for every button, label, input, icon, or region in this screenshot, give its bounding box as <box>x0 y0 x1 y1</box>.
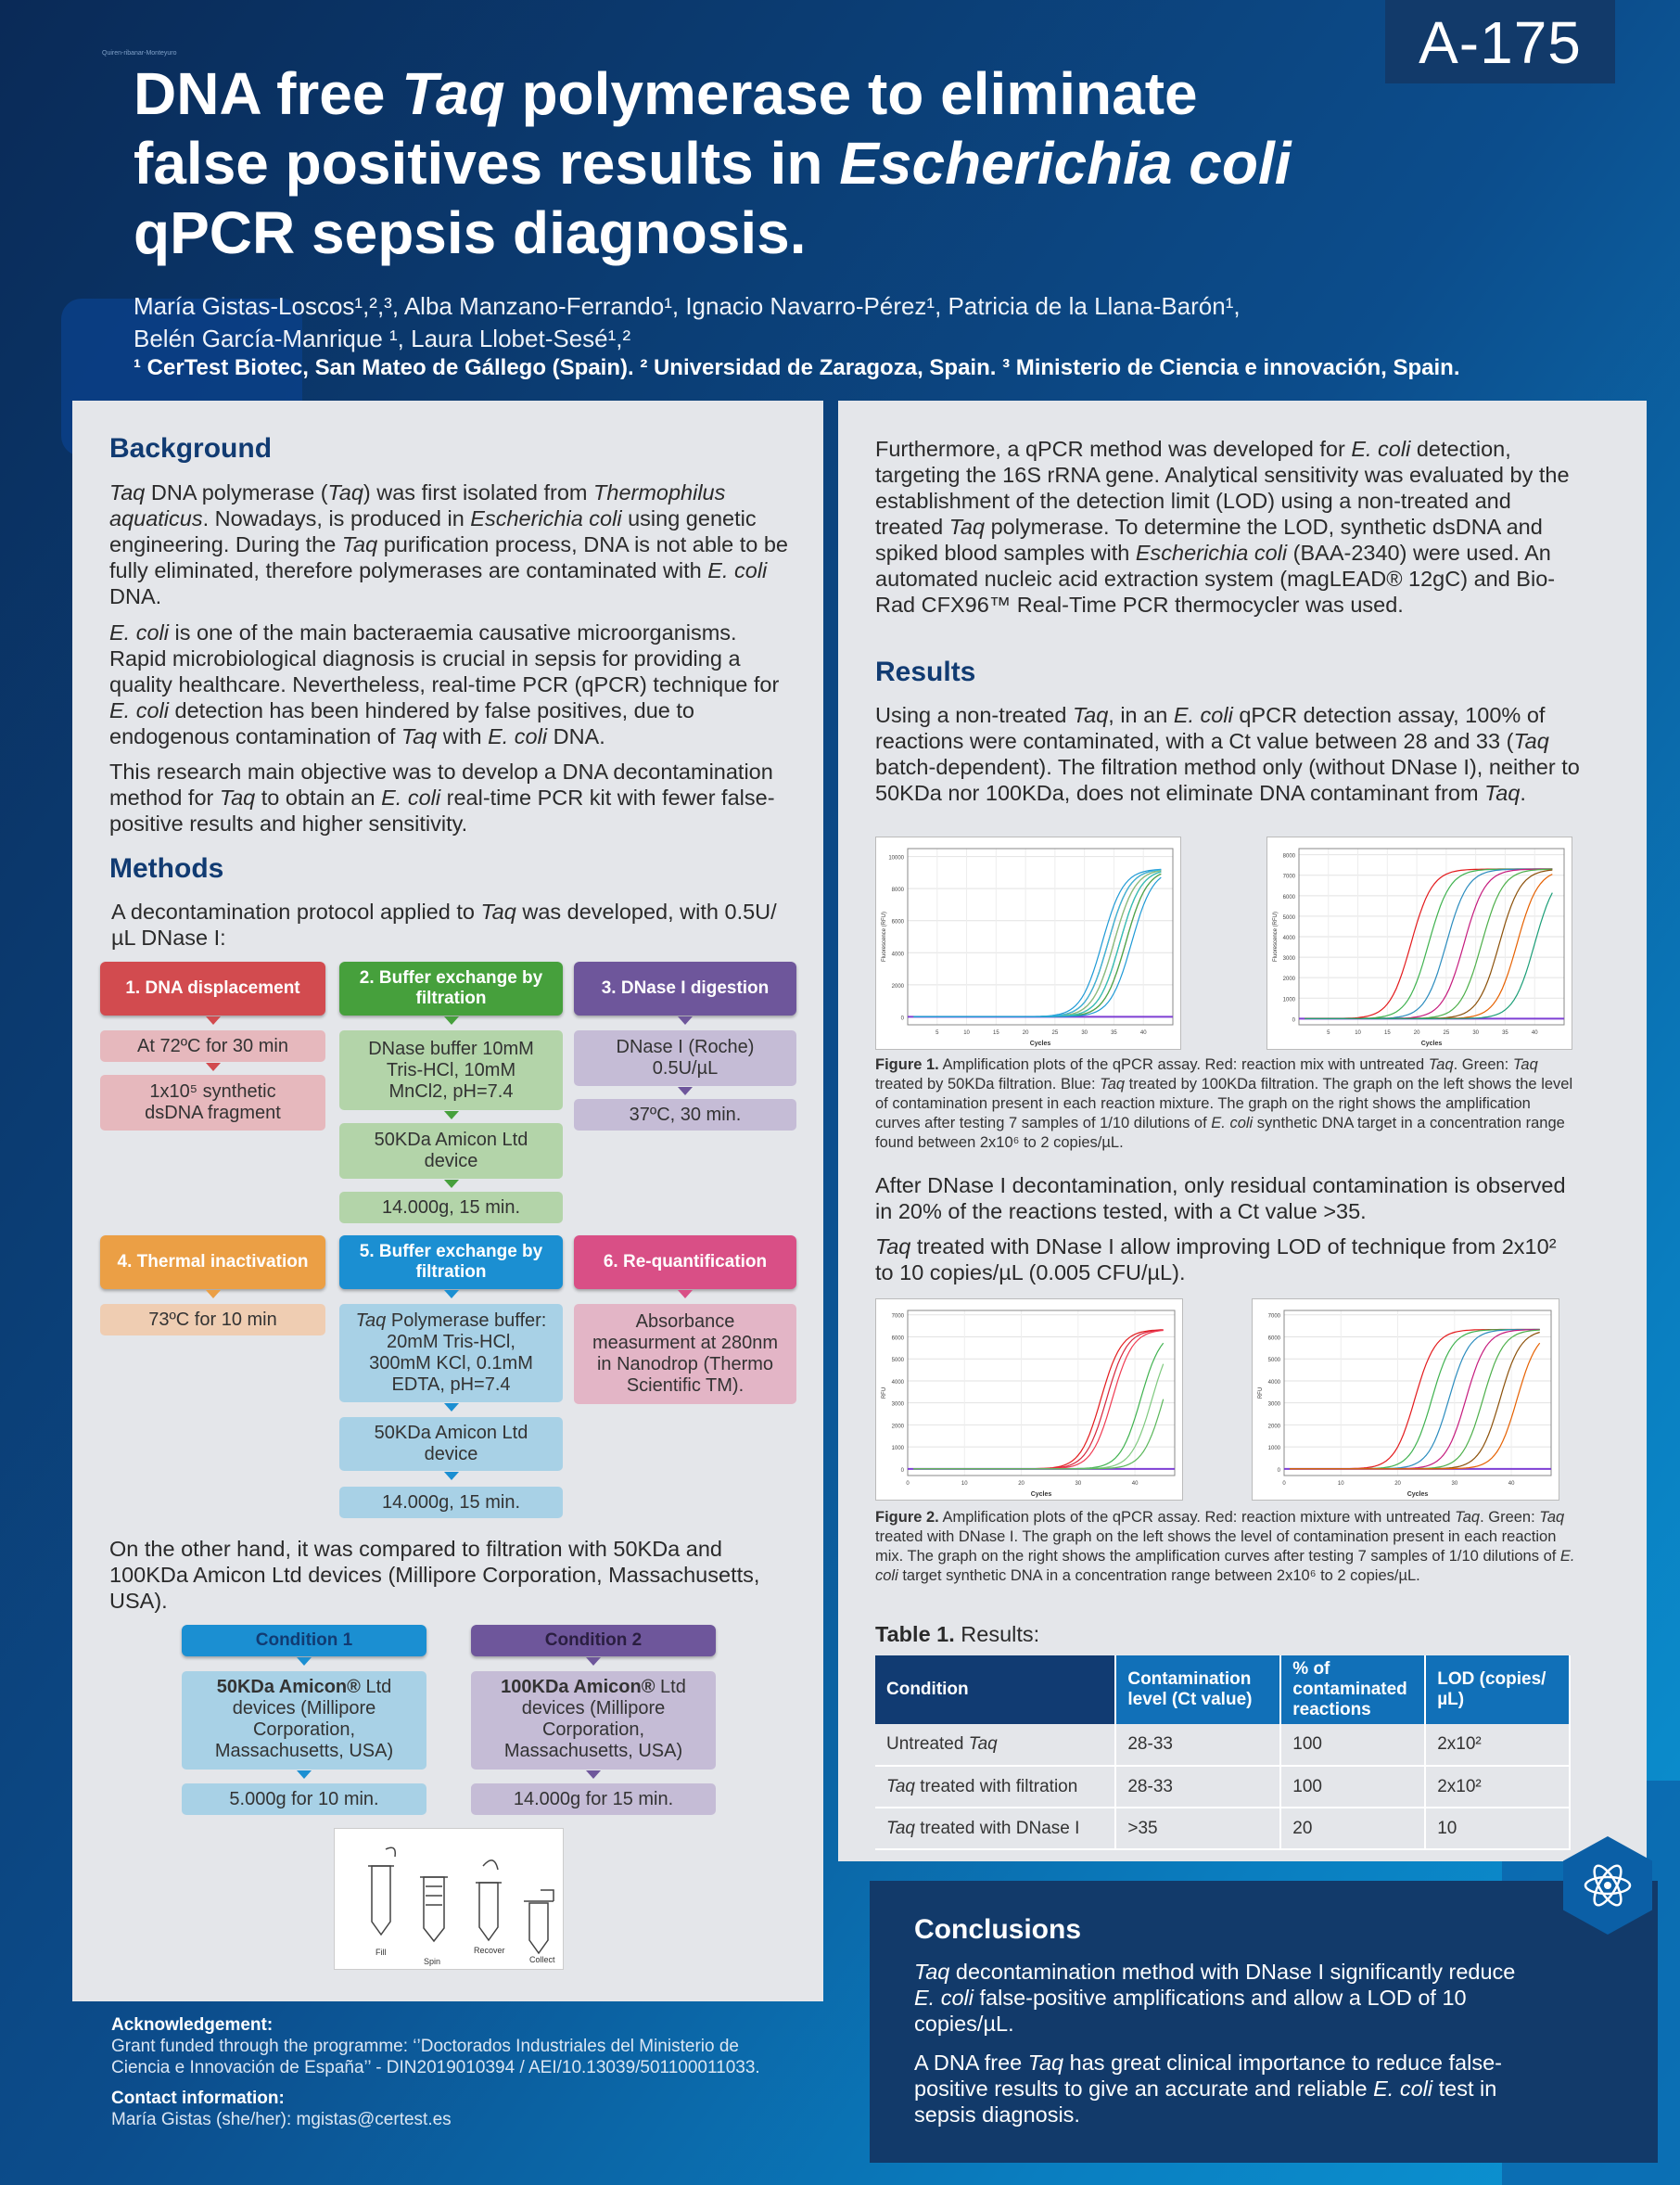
table-cell: >35 <box>1115 1808 1280 1849</box>
table-cell: 28-33 <box>1115 1724 1280 1766</box>
table-header: Contamination level (Ct value) <box>1115 1655 1280 1724</box>
step-4-temp: 73ºC for 10 min <box>100 1304 325 1335</box>
table-cell: 100 <box>1280 1766 1425 1808</box>
poster-title: DNA free Taq polymerase to eliminate false positives results in Escherichia coli qPCR sepsis diagnosis. <box>134 60 1292 266</box>
y-axis-label: RFU <box>1258 1386 1264 1399</box>
amplification-curve <box>913 872 1161 1016</box>
step-3-enzyme: DNase I (Roche) 0.5U/µL <box>574 1030 796 1086</box>
table-header: LOD (copies/µL) <box>1425 1655 1570 1724</box>
table-row <box>875 1724 1570 1766</box>
x-tick-label: 15 <box>1383 1030 1391 1036</box>
y-tick-label: 4000 <box>891 1379 904 1386</box>
y-axis-label: Fluorescence (RFU) <box>882 911 887 963</box>
background-paragraph-2: E. coli is one of the main bacteraemia causative microorganisms. Rapid microbiological diagnosis is crucial in sepsis for providing a quality healthcare. Nevertheless, real-time PCR (qPCR) technique for E. coli detection has been hindered by false positives, due to endogenous contamination of Taq with E. coli DNA. <box>109 620 780 748</box>
y-tick-label: 2000 <box>1267 1424 1280 1430</box>
arrow <box>678 1016 693 1025</box>
y-tick-label: 5000 <box>1282 914 1295 921</box>
arrow <box>678 1087 693 1095</box>
step-1-temp: At 72ºC for 30 min <box>100 1030 325 1062</box>
y-tick-label: 5000 <box>1267 1358 1280 1364</box>
y-tick-label: 1000 <box>891 1446 904 1452</box>
fig-label-recover: Recover <box>474 1946 505 1955</box>
table-cell: 100 <box>1280 1724 1425 1766</box>
amplification-curve <box>913 870 1161 1017</box>
figure-1-left-chart <box>875 837 1181 1050</box>
methods-intro: A decontamination protocol applied to Taq was developed, with 0.5U/µL DNase I: <box>111 900 777 950</box>
table-cell: 2x10² <box>1425 1724 1570 1766</box>
y-tick-label: 3000 <box>891 1401 904 1408</box>
arrow <box>586 1770 601 1779</box>
amplification-curve <box>1290 1330 1540 1469</box>
y-tick-label: 0 <box>900 1016 904 1022</box>
conclusions-paragraph-1: Taq decontamination method with DNase I significantly reduce E. coli false-positive amplifications and allow a LOD of 10 copies/µL. <box>914 1960 1516 2036</box>
comparison-text: On the other hand, it was compared to filtration with 50KDa and 100KDa Amicon Ltd devices (Millipore Corporation, Massachusetts, USA). <box>109 1537 760 1613</box>
figure-1-left-plot <box>876 837 1182 1051</box>
poster-id-badge: A-175 <box>1385 0 1615 83</box>
amicon-procedure-figure <box>334 1828 564 1970</box>
y-tick-label: 4000 <box>891 952 904 958</box>
amplification-curve <box>913 870 1161 1017</box>
x-tick-label: 20 <box>1018 1481 1025 1487</box>
fig-label-collect: Collect <box>529 1955 555 1964</box>
arrow <box>444 1111 459 1119</box>
amplification-curve <box>913 1330 1164 1469</box>
arrow <box>444 1472 459 1480</box>
results-table <box>875 1655 1571 1850</box>
step-4-header: 4. Thermal inactivation <box>100 1235 325 1289</box>
y-tick-label: 4000 <box>1282 936 1295 941</box>
table-cell: Taq treated with DNase I <box>875 1808 1115 1849</box>
y-tick-label: 6000 <box>891 1335 904 1342</box>
x-tick-label: 35 <box>1502 1030 1508 1036</box>
figure-2-right-chart <box>1252 1298 1559 1501</box>
results-heading: Results <box>875 657 976 687</box>
acknowledgement: Acknowledgement: Grant funded through the programme: ‘’Doctorados Industriales del Ministerio de Ciencia e Innovación de España’’ - DIN2019010394 / AEI/10.13039/501100011033. Contact information: María Gistas (she/her): mgistas@certest.es <box>111 2015 760 2129</box>
y-tick-label: 1000 <box>1282 997 1295 1003</box>
y-tick-label: 8000 <box>891 888 904 894</box>
table-header: Condition <box>875 1655 1115 1724</box>
figure-1-right-chart <box>1266 837 1572 1050</box>
y-axis-label: RFU <box>882 1386 887 1399</box>
tiny-label: Quiren-ribanar-Monteyuro <box>102 50 177 57</box>
y-tick-label: 0 <box>900 1467 904 1474</box>
y-tick-label: 2000 <box>1282 977 1295 983</box>
step-5-buffer: Taq Polymerase buffer: 20mM Tris-HCl, 300mM KCl, 0.1mM EDTA, pH=7.4 <box>339 1304 563 1402</box>
condition-1-header: Condition 1 <box>182 1625 426 1656</box>
y-tick-label: 4000 <box>1267 1379 1280 1386</box>
x-tick-label: 5 <box>1327 1030 1330 1036</box>
y-tick-label: 0 <box>1277 1467 1280 1474</box>
figure-2-caption: Figure 2. Amplification plots of the qPCR assay. Red: reaction mixture with untreated Taq. Green: Taq treated with DNase I. The graph on the left shows the level of contamination present in each reaction mix. The graph on the right shows the amplification curves after testing 7 samples of 1/10 dilutions of E. coli target synthetic DNA in a concentration range between 2x10⁶ to 2 copies/µL. <box>875 1509 1575 1584</box>
x-tick-label: 5 <box>935 1030 939 1036</box>
condition-2-device: 100KDa Amicon® Ltd devices (Millipore Corporation, Massachusetts, USA) <box>471 1671 716 1770</box>
methods-heading: Methods <box>109 853 224 884</box>
background-paragraph-3: This research main objective was to develop a DNA decontamination method for Taq to obtain an E. coli real-time PCR kit with fewer false-positive results and higher sensitivity. <box>109 760 775 836</box>
y-tick-label: 6000 <box>1267 1335 1280 1342</box>
table-cell: 28-33 <box>1115 1766 1280 1808</box>
x-tick-label: 40 <box>1531 1030 1538 1036</box>
background-heading: Background <box>109 433 273 464</box>
x-axis-label: Cycles <box>1406 1491 1429 1498</box>
x-tick-label: 35 <box>1111 1030 1117 1036</box>
fig-label-spin: Spin <box>424 1957 441 1966</box>
figure-2-left-plot <box>876 1299 1184 1501</box>
table-cell: 10 <box>1425 1808 1570 1849</box>
figure-2-left-chart <box>875 1298 1183 1501</box>
conclusions-heading: Conclusions <box>914 1914 1082 1945</box>
x-tick-label: 10 <box>963 1030 970 1036</box>
amplification-curve <box>1290 1343 1540 1469</box>
y-tick-label: 7000 <box>1282 874 1295 880</box>
y-tick-label: 5000 <box>891 1358 904 1364</box>
table-cell: Untreated Taq <box>875 1724 1115 1766</box>
condition-1-speed: 5.000g for 10 min. <box>182 1783 426 1815</box>
amplification-curve <box>913 871 1161 1017</box>
arrow <box>206 1016 221 1025</box>
x-tick-label: 20 <box>1394 1481 1401 1487</box>
step-1-header: 1. DNA displacement <box>100 962 325 1016</box>
amplification-curve <box>913 1331 1164 1469</box>
x-tick-label: 25 <box>1051 1030 1059 1036</box>
affiliations: ¹ CerTest Biotec, San Mateo de Gállego (Spain). ² Universidad de Zaragoza, Spain. ³ Ministerio de Ciencia e innovación, Spain. <box>134 355 1460 380</box>
x-axis-label: Cycles <box>1029 1041 1051 1047</box>
condition-1-device: 50KDa Amicon® Ltd devices (Millipore Corporation, Massachusetts, USA) <box>182 1671 426 1770</box>
x-tick-label: 30 <box>1451 1481 1458 1487</box>
x-tick-label: 20 <box>1413 1030 1420 1036</box>
step-6-measure: Absorbance measurment at 280nm in Nanodrop (Thermo Scientific TM). <box>574 1304 796 1404</box>
step-2-speed: 14.000g, 15 min. <box>339 1192 563 1223</box>
x-tick-label: 40 <box>1131 1481 1139 1487</box>
step-3-header: 3. DNase I digestion <box>574 962 796 1016</box>
arrow <box>678 1290 693 1298</box>
amplification-curve <box>913 869 1161 1016</box>
y-tick-label: 0 <box>1292 1017 1295 1024</box>
step-1-fragment: 1x10⁵ synthetic dsDNA fragment <box>100 1075 325 1131</box>
background-paragraph-1: Taq DNA polymerase (Taq) was first isolated from Thermophilus aquaticus. Nowadays, is produced in Escherichia coli using genetic engineering. During the Taq purification process, DNA is not able to be fully eliminated, therefore polymerases are contaminated with E. coli DNA. <box>109 480 789 608</box>
y-tick-label: 3000 <box>1282 956 1295 963</box>
x-tick-label: 10 <box>1337 1481 1344 1487</box>
table-header: % of contaminated reactions <box>1280 1655 1425 1724</box>
step-6-header: 6. Re-quantification <box>574 1235 796 1289</box>
results-paragraph-1: Using a non-treated Taq, in an E. coli qPCR detection assay, 100% of reactions were contaminated, with a Ct value between 28 and 33 (Taq batch-dependent). The filtration method only (without DNase I), neither to 50KDa nor 100KDa, does not eliminate DNA contaminant from Taq. <box>875 703 1580 805</box>
y-tick-label: 2000 <box>891 1424 904 1430</box>
step-2-device: 50KDa Amicon Ltd device <box>339 1123 563 1179</box>
amplification-curve <box>1305 893 1552 1019</box>
arrow <box>444 1403 459 1412</box>
results-paragraph-3: Taq treated with DNase I allow improving LOD of technique from 2x10² to 10 copies/µL (0.005 CFU/µL). <box>875 1234 1557 1284</box>
x-tick-label: 0 <box>906 1481 910 1487</box>
methods-continued: Furthermore, a qPCR method was developed for E. coli detection, targeting the 16S rRNA gene. Analytical sensitivity was evaluated by the establishment of the detection limit (LOD) using a non-treated and treated Taq polymerase. To determine the LOD, synthetic dsDNA and spiked blood samples with Escherichia coli (BAA-2340) were used. An automated nucleic acid extraction system (magLEAD® 12gC) and Bio-Rad CFX96™ Real-Time PCR thermocycler was used. <box>875 437 1570 617</box>
amplification-curve <box>913 870 1161 1017</box>
amplification-curve <box>913 1330 1164 1469</box>
x-axis-label: Cycles <box>1420 1041 1443 1047</box>
amplification-curve <box>913 872 1161 1016</box>
table-cell: 20 <box>1280 1808 1425 1849</box>
x-tick-label: 30 <box>1081 1030 1088 1036</box>
step-2-header: 2. Buffer exchange by filtration <box>339 962 563 1016</box>
figure-1-right-plot <box>1267 837 1573 1051</box>
amicon-procedure-drawing <box>335 1829 565 1971</box>
x-tick-label: 40 <box>1508 1481 1515 1487</box>
amplification-curve <box>913 871 1161 1017</box>
x-tick-label: 20 <box>1022 1030 1029 1036</box>
step-3-temp: 37ºC, 30 min. <box>574 1099 796 1131</box>
y-tick-label: 1000 <box>1267 1446 1280 1452</box>
y-tick-label: 2000 <box>891 983 904 990</box>
fig-label-fill: Fill <box>375 1948 387 1957</box>
step-2-buffer: DNase buffer 10mM Tris-HCl, 10mM MnCl2, pH=7.4 <box>339 1030 563 1110</box>
table-title: Table 1. Results: <box>875 1622 1040 1646</box>
arrow <box>444 1290 459 1298</box>
authors: María Gistas-Loscos¹,²,³, Alba Manzano-Ferrando¹, Ignacio Navarro-Pérez¹, Patricia de la Llana-Barón¹, Belén García-Manrique ¹, Laura Llobet-Sesé¹,² <box>134 292 1241 352</box>
step-5-header: 5. Buffer exchange by filtration <box>339 1235 563 1289</box>
arrow <box>444 1180 459 1188</box>
x-axis-label: Cycles <box>1030 1491 1052 1498</box>
table-header-row <box>875 1655 1570 1724</box>
y-tick-label: 10000 <box>888 855 904 862</box>
condition-2-header: Condition 2 <box>471 1625 716 1656</box>
x-tick-label: 30 <box>1075 1481 1082 1487</box>
x-tick-label: 25 <box>1443 1030 1450 1036</box>
x-tick-label: 10 <box>961 1481 968 1487</box>
amplification-curve <box>913 1343 1164 1469</box>
amplification-curve <box>1305 869 1552 1018</box>
y-axis-label: Fluorescence (RFU) <box>1273 911 1279 963</box>
arrow <box>297 1770 312 1779</box>
x-tick-label: 0 <box>1282 1481 1286 1487</box>
arrow <box>206 1063 221 1071</box>
arrow <box>444 1016 459 1025</box>
amplification-curve <box>913 1364 1164 1469</box>
x-tick-label: 10 <box>1355 1030 1361 1036</box>
y-tick-label: 7000 <box>1267 1313 1280 1320</box>
y-tick-label: 6000 <box>1282 894 1295 901</box>
step-5-speed: 14.000g, 15 min. <box>339 1487 563 1518</box>
amplification-curve <box>913 872 1161 1016</box>
conclusions-paragraph-2: A DNA free Taq has great clinical importance to reduce false-positive results to give an accurate and reliable E. coli test in sepsis diagnosis. <box>914 2051 1502 2127</box>
figure-2-right-plot <box>1253 1299 1560 1501</box>
figure-1-caption: Figure 1. Amplification plots of the qPCR assay. Red: reaction mix with untreated Taq. Green: Taq treated by 50KDa filtration. Blue: Taq treated by 100KDa filtration. The graph on the left shows the level of contamination present in each reaction mixture. The graph on the right shows the amplification curves after testing 7 samples of 1/10 dilutions of E. coli synthetic DNA target in a concentration range found between 2x10⁶ to 2 copies/µL. <box>875 1056 1573 1151</box>
y-tick-label: 8000 <box>1282 853 1295 860</box>
table-cell: 2x10² <box>1425 1766 1570 1808</box>
condition-2-speed: 14.000g for 15 min. <box>471 1783 716 1815</box>
arrow <box>297 1657 312 1666</box>
x-tick-label: 15 <box>992 1030 999 1036</box>
y-tick-label: 7000 <box>891 1313 904 1320</box>
results-paragraph-2: After DNase I decontamination, only residual contamination is observed in 20% of the reactions tested, with a Ct value >35. <box>875 1173 1566 1223</box>
arrow <box>586 1657 601 1666</box>
x-tick-label: 30 <box>1472 1030 1480 1036</box>
table-row <box>875 1808 1570 1849</box>
y-tick-label: 6000 <box>891 919 904 926</box>
x-tick-label: 40 <box>1139 1030 1147 1036</box>
table-row <box>875 1766 1570 1808</box>
step-5-device: 50KDa Amicon Ltd device <box>339 1417 563 1471</box>
arrow <box>206 1290 221 1298</box>
y-tick-label: 3000 <box>1267 1401 1280 1408</box>
table-cell: Taq treated with filtration <box>875 1766 1115 1808</box>
